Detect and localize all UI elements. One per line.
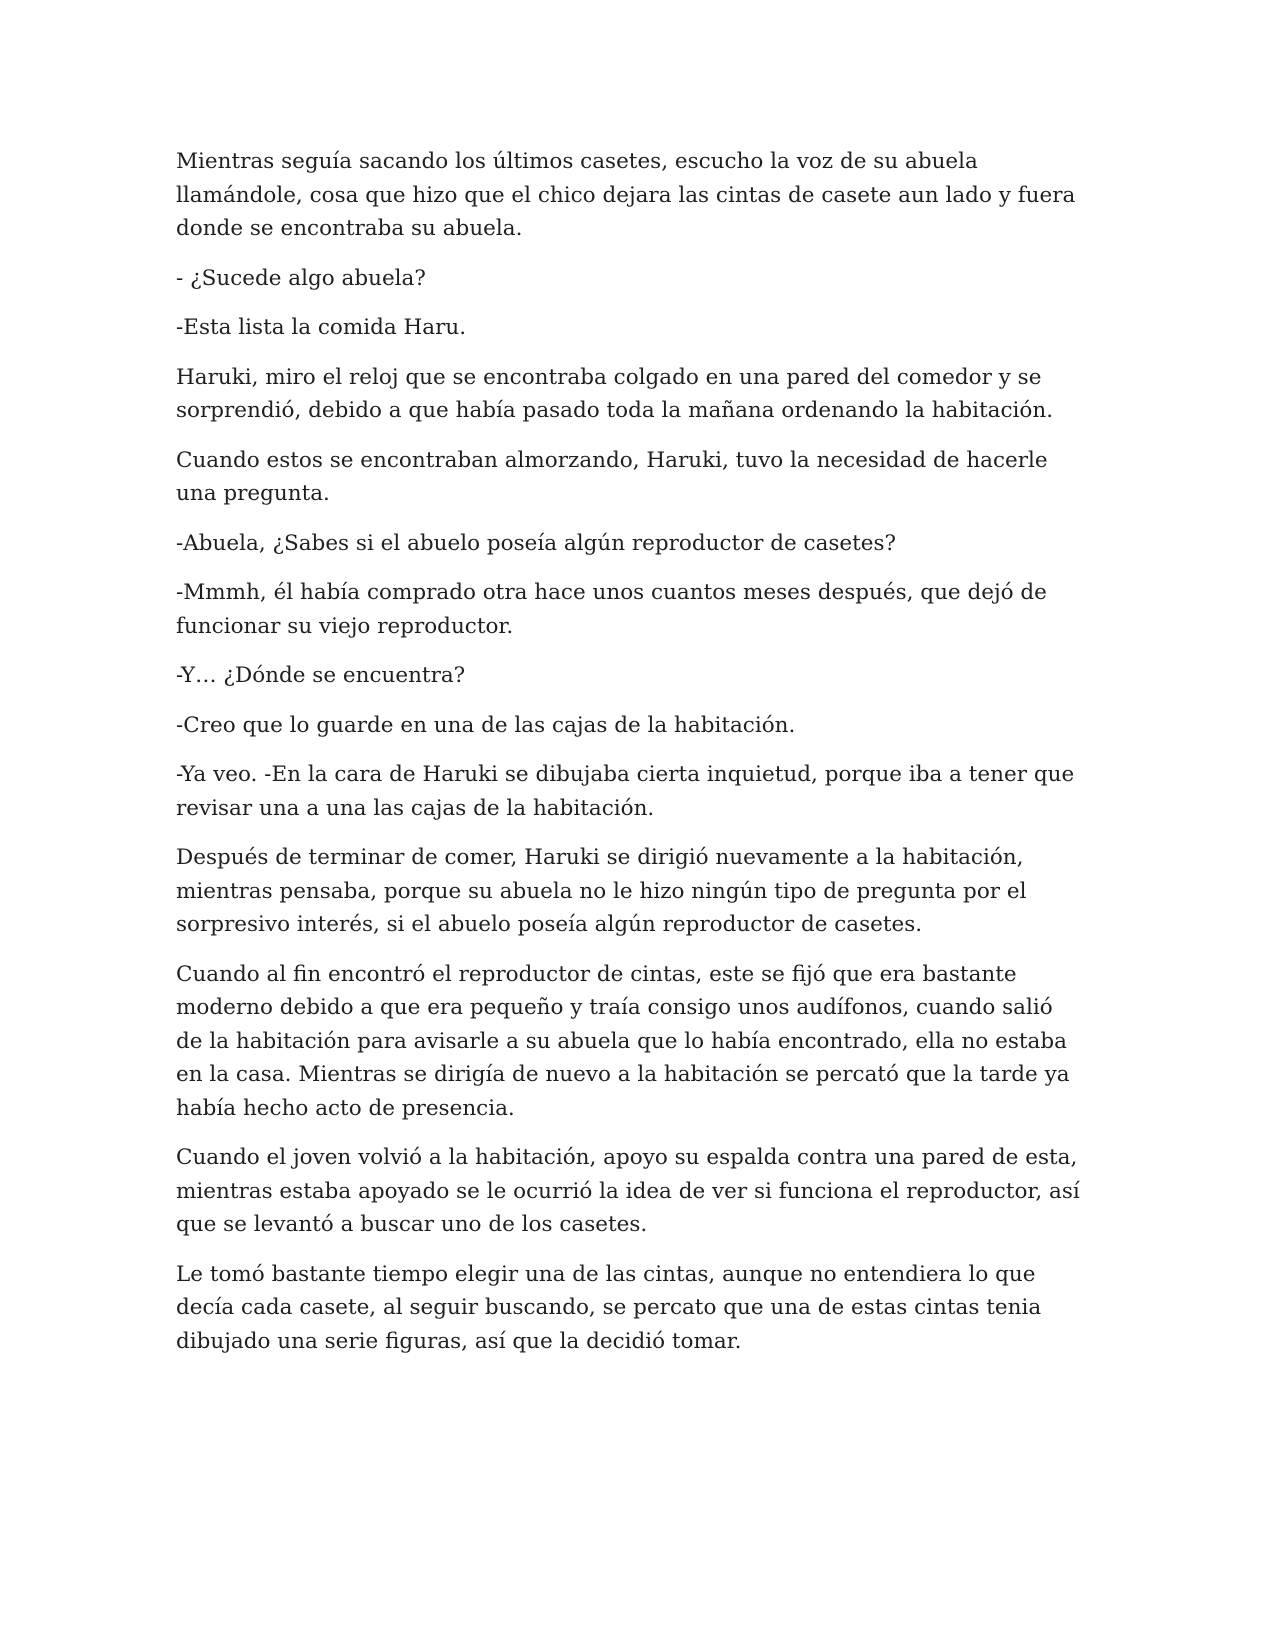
paragraph: -Y… ¿Dónde se encuentra? bbox=[176, 663, 466, 688]
paragraph: -Mmmh, él había comprado otra hace unos cuantos meses después, que dejó de funcionar su viejo reproductor. bbox=[176, 580, 1047, 639]
paragraph: Cuando el joven volvió a la habitación, apoyo su espalda contra una pared de esta, mientras estaba apoyado se le ocurrió la idea de ver si funciona el reproductor, así que se levantó a buscar uno de los casetes. bbox=[176, 1145, 1080, 1237]
paragraph: Le tomó bastante tiempo elegir una de las cintas, aunque no entendiera lo que decía cada casete, al seguir buscando, se percato que una de estas cintas tenia dibujado una serie figuras, así que la decidió tomar. bbox=[176, 1261, 1042, 1354]
paragraph: Cuando al fin encontró el reproductor de cintas, este se fijó que era bastante moderno debido a que era pequeño y traía consigo unos audífonos, cuando salió de la habitación para avisarle a su abuela que lo había encontrado, ella no estaba en la casa. Mientras se dirigía de nuevo a la habitación se percató que la tarde ya había hecho acto de presencia. bbox=[176, 961, 1070, 1121]
paragraph: -Abuela, ¿Sabes si el abuelo poseía algún reproductor de casetes? bbox=[176, 530, 897, 556]
paragraph: -Creo que lo guarde en una de las cajas de la habitación. bbox=[176, 712, 796, 738]
paragraph: Después de terminar de comer, Haruki se dirigió nuevamente a la habitación, mientras pensaba, porque su abuela no le hizo ningún tipo de pregunta por el sorpresivo interés, si el abuelo poseía algún reproductor de casetes. bbox=[176, 845, 1027, 937]
paragraph: Cuando estos se encontraban almorzando, Haruki, tuvo la necesidad de hacerle una pregunta. bbox=[176, 447, 1048, 506]
document-body bbox=[176, 145, 1096, 1374]
paragraph: - ¿Sucede algo abuela? bbox=[176, 265, 426, 291]
paragraph: -Esta lista la comida Haru. bbox=[176, 315, 467, 340]
paragraph: -Ya veo. -En la cara de Haruki se dibujaba cierta inquietud, porque iba a tener que revisar una a una las cajas de la habitación. bbox=[176, 762, 1075, 821]
paragraph: Mientras seguía sacando los últimos casetes, escucho la voz de su abuela llamándole, cosa que hizo que el chico dejara las cintas de casete aun lado y fuera donde se encontraba su abuela. bbox=[176, 149, 1076, 241]
paragraph: Haruki, miro el reloj que se encontraba colgado en una pared del comedor y se sorprendió, debido a que había pasado toda la mañana ordenando la habitación. bbox=[176, 364, 1054, 423]
